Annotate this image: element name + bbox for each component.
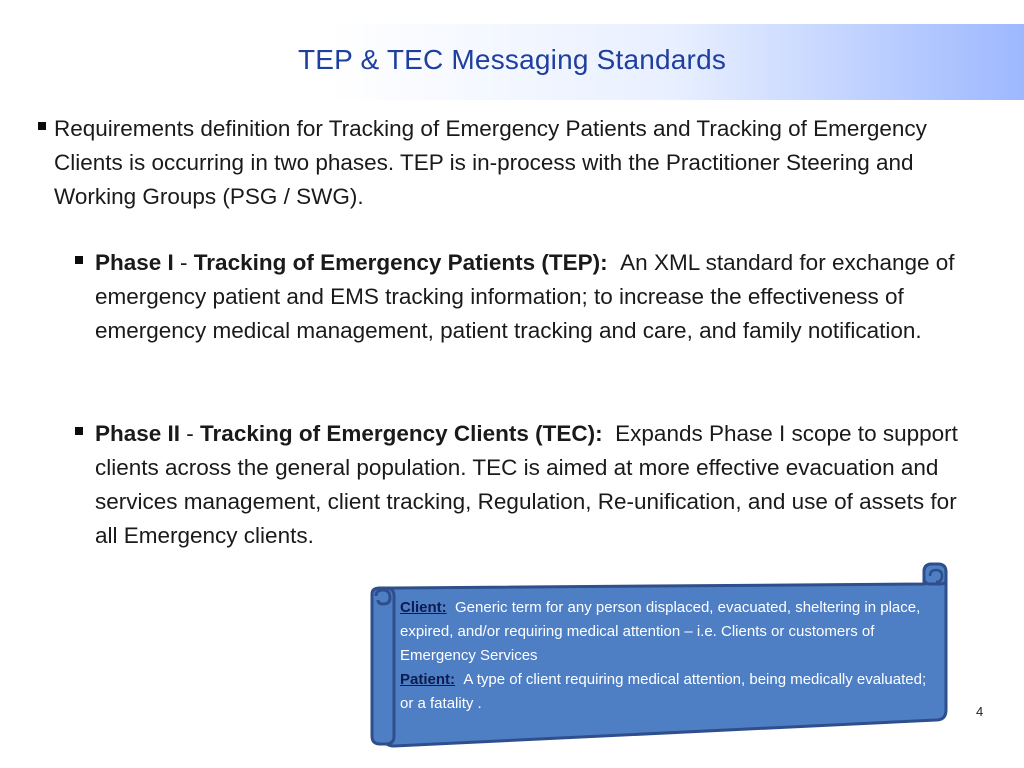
bullet-marker — [38, 122, 46, 130]
phase-1-description: An XML standard for exchange of emergency patient and EMS tracking information; to increase the effectiveness of emergency medical management, patient tracking and care, and family notification. — [95, 250, 955, 343]
phase-1-separator: - — [173, 250, 194, 275]
phase-1-label: Phase I — [95, 250, 174, 275]
client-definition: Generic term for any person displaced, evacuated, sheltering in place, expired, and/or requiring medical attention – i.e. Clients or customers of Emergency Services — [400, 599, 921, 664]
bullet-intro — [54, 112, 954, 214]
phase-2-description: Expands Phase I scope to support clients across the general population. TEC is aimed at more effective evacuation and services management, client tracking, Regulation, Re-unification, and use of assets for all Emergency clients. — [95, 421, 958, 548]
bullet-marker — [75, 427, 83, 435]
callout-text — [400, 596, 940, 716]
patient-definition: A type of client requiring medical attention, being medically evaluated; or a fatality . — [400, 671, 927, 712]
page-number: 4 — [976, 704, 984, 719]
bullet-phase-2 — [95, 417, 965, 553]
bullet-intro-text: Requirements definition for Tracking of Emergency Patients and Tracking of Emergency Clients is occurring in two phases. TEP is in-process with the Practitioner Steering and Working Groups (PSG / SWG). — [54, 116, 927, 209]
phase-2-title: Tracking of Emergency Clients (TEC): — [200, 421, 603, 446]
phase-2-label: Phase II — [95, 421, 181, 446]
bullet-phase-1 — [95, 246, 965, 348]
definitions-callout — [362, 560, 954, 750]
client-term: Client: — [400, 599, 447, 616]
slide-title: TEP & TEC Messaging Standards — [297, 44, 727, 75]
patient-term: Patient: — [400, 671, 456, 688]
phase-2-separator: - — [180, 421, 201, 446]
phase-1-title: Tracking of Emergency Patients (TEP): — [193, 250, 608, 275]
bullet-marker — [75, 256, 83, 264]
